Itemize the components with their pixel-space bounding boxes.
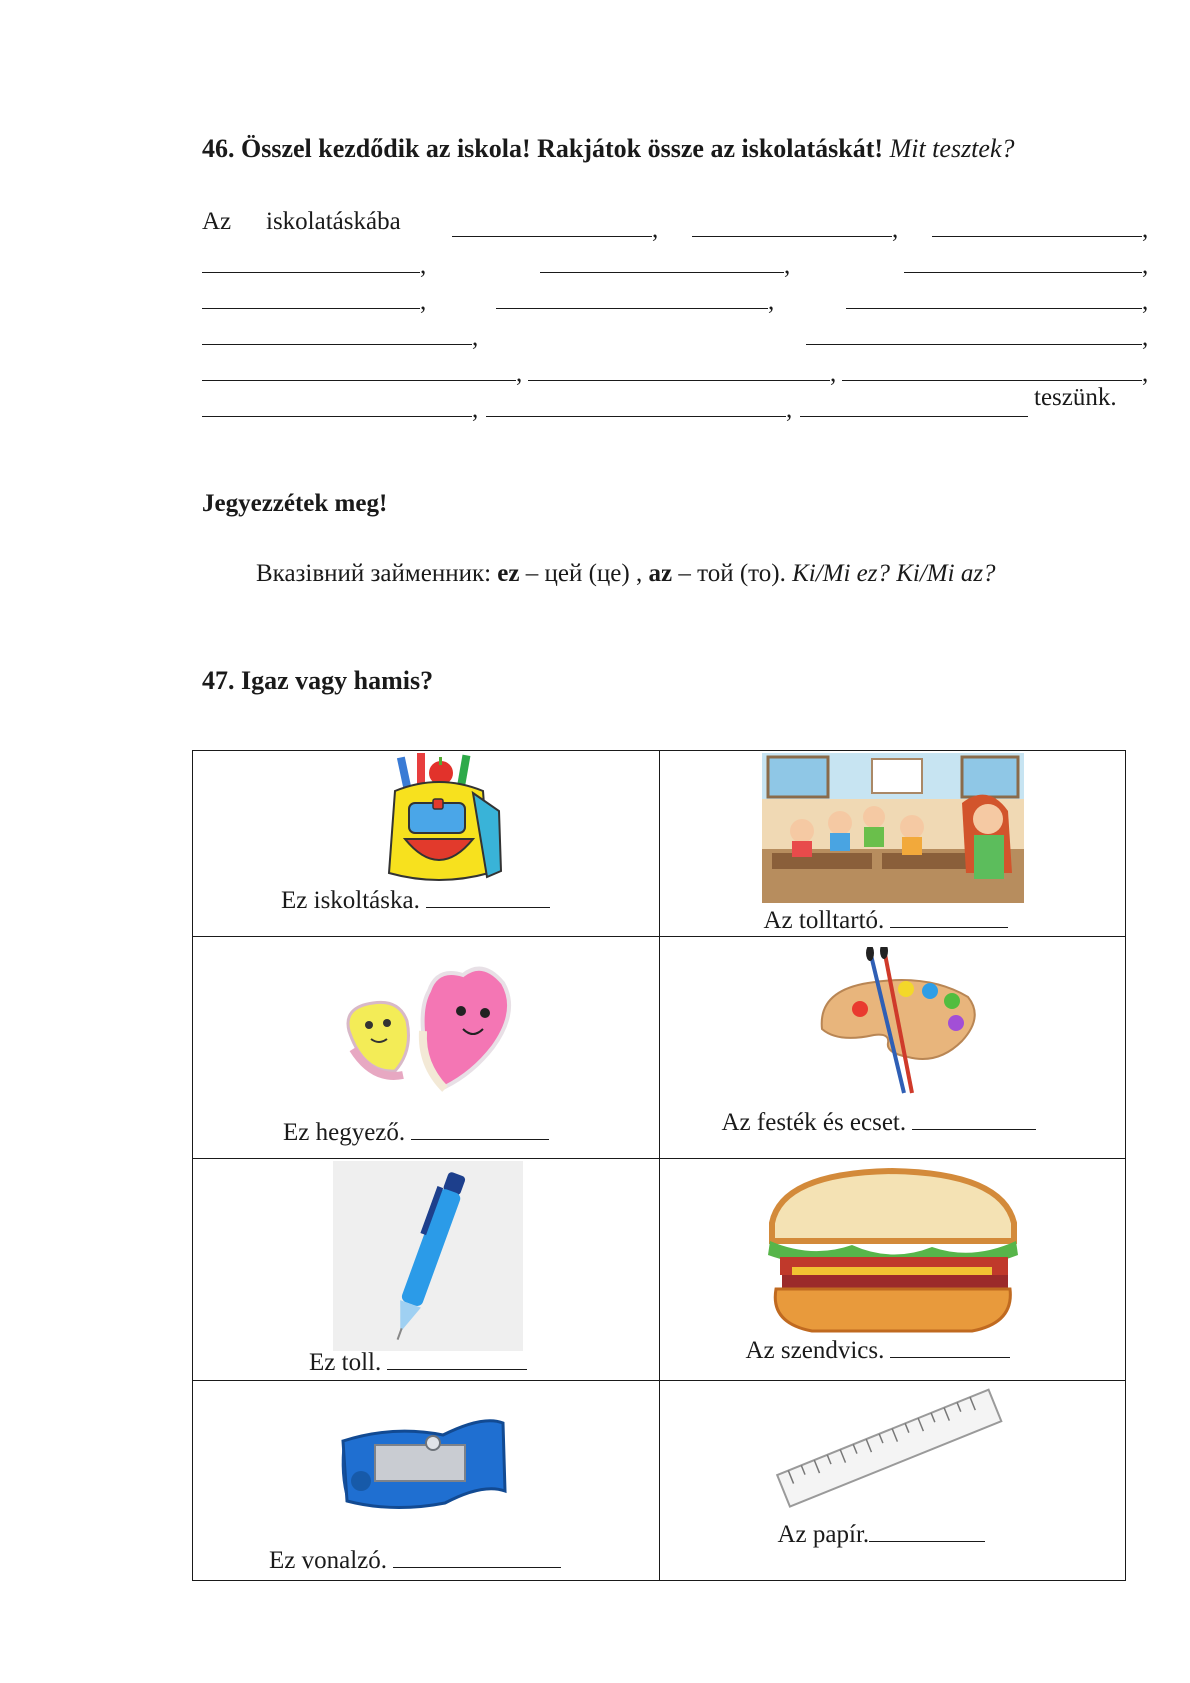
- sharpener-picture: [333, 1395, 513, 1525]
- table-cell: [193, 1381, 660, 1581]
- answer-blank[interactable]: [393, 1547, 561, 1568]
- caption-row: [281, 887, 550, 915]
- table-cell: [659, 1159, 1126, 1381]
- caption-row: [764, 907, 1009, 935]
- answer-blank[interactable]: [202, 358, 516, 381]
- answer-blank[interactable]: [806, 322, 1142, 345]
- task-46-question: Mit tesztek?: [889, 134, 1015, 163]
- cell-caption: Ez iskoltáska.: [281, 887, 420, 914]
- note-az-translation: – той (то).: [678, 560, 786, 587]
- note-az: az: [648, 560, 673, 587]
- answer-blank[interactable]: [202, 394, 472, 417]
- answer-blank[interactable]: [800, 394, 1028, 417]
- cell-caption: Az festék és ecset.: [721, 1109, 907, 1136]
- task-46-number: 46.: [202, 134, 235, 163]
- table-cell: [659, 1381, 1126, 1581]
- caption-row: [309, 1349, 527, 1377]
- answer-blank[interactable]: [202, 250, 420, 273]
- caption-row: [722, 1109, 1037, 1137]
- task-46-title: Összel kezdődik az iskola! Rakjátok össze az iskolatáskát!: [241, 134, 884, 163]
- answer-blank[interactable]: [202, 322, 472, 345]
- task-47-heading: 47. Igaz vagy hamis?: [202, 666, 434, 695]
- answer-blank[interactable]: [846, 286, 1142, 309]
- answer-blank[interactable]: [496, 286, 768, 309]
- note-prefix: Вказівний займенник:: [256, 560, 492, 587]
- note-questions: Ki/Mi ez? Ki/Mi az?: [792, 560, 996, 587]
- intro-word-iskolataskaba: iskolatáskába: [266, 208, 401, 235]
- answer-blank[interactable]: [912, 1109, 1036, 1130]
- answer-blank[interactable]: [692, 214, 892, 237]
- table-cell: [193, 751, 660, 937]
- pen-picture: [333, 1161, 523, 1351]
- answer-blank[interactable]: [202, 286, 420, 309]
- table-cell: [193, 937, 660, 1159]
- note-heading: Jegyezzétek meg!: [202, 490, 388, 517]
- answer-blank[interactable]: [426, 887, 550, 908]
- sandwich-picture: [752, 1163, 1034, 1343]
- cell-caption: Az papír.: [777, 1521, 870, 1548]
- answer-blank[interactable]: [452, 214, 652, 237]
- ending-word: teszünk.: [1034, 384, 1117, 411]
- answer-blank[interactable]: [890, 907, 1008, 928]
- heart-erasers-picture: [333, 961, 523, 1101]
- caption-row: [746, 1337, 1011, 1365]
- answer-blank[interactable]: [486, 394, 786, 417]
- answer-blank[interactable]: [411, 1119, 549, 1140]
- task-46-heading: [202, 134, 1015, 164]
- answer-blank[interactable]: [904, 250, 1142, 273]
- cell-caption: Ez hegyező.: [283, 1119, 406, 1146]
- caption-row: [778, 1521, 986, 1549]
- answer-blank[interactable]: [869, 1521, 985, 1542]
- answer-blank[interactable]: [890, 1337, 1010, 1358]
- backpack-picture: [365, 753, 513, 891]
- note-ez: ez: [497, 560, 520, 587]
- ruler-picture: [772, 1387, 1008, 1513]
- cell-caption: Ez vonalzó.: [269, 1547, 388, 1574]
- cell-caption: Ez toll.: [309, 1349, 382, 1376]
- caption-row: [269, 1547, 561, 1575]
- table-cell: [193, 1159, 660, 1381]
- table-cell: [659, 751, 1126, 937]
- note-ez-translation: – цей (це) ,: [525, 560, 643, 587]
- paint-palette-picture: [808, 947, 988, 1097]
- true-false-table: [192, 750, 1126, 1581]
- answer-blank[interactable]: [842, 358, 1142, 381]
- cell-caption: Az szendvics.: [745, 1337, 885, 1364]
- answer-blank[interactable]: [528, 358, 830, 381]
- answer-blank[interactable]: [387, 1349, 527, 1370]
- cell-caption: Az tolltartó.: [763, 907, 885, 934]
- answer-blank[interactable]: [540, 250, 784, 273]
- table-cell: [659, 937, 1126, 1159]
- answer-blank[interactable]: [932, 214, 1142, 237]
- classroom-picture: [762, 753, 1024, 903]
- intro-word-az: Az: [202, 208, 232, 235]
- caption-row: [283, 1119, 549, 1147]
- note-line: [256, 560, 996, 588]
